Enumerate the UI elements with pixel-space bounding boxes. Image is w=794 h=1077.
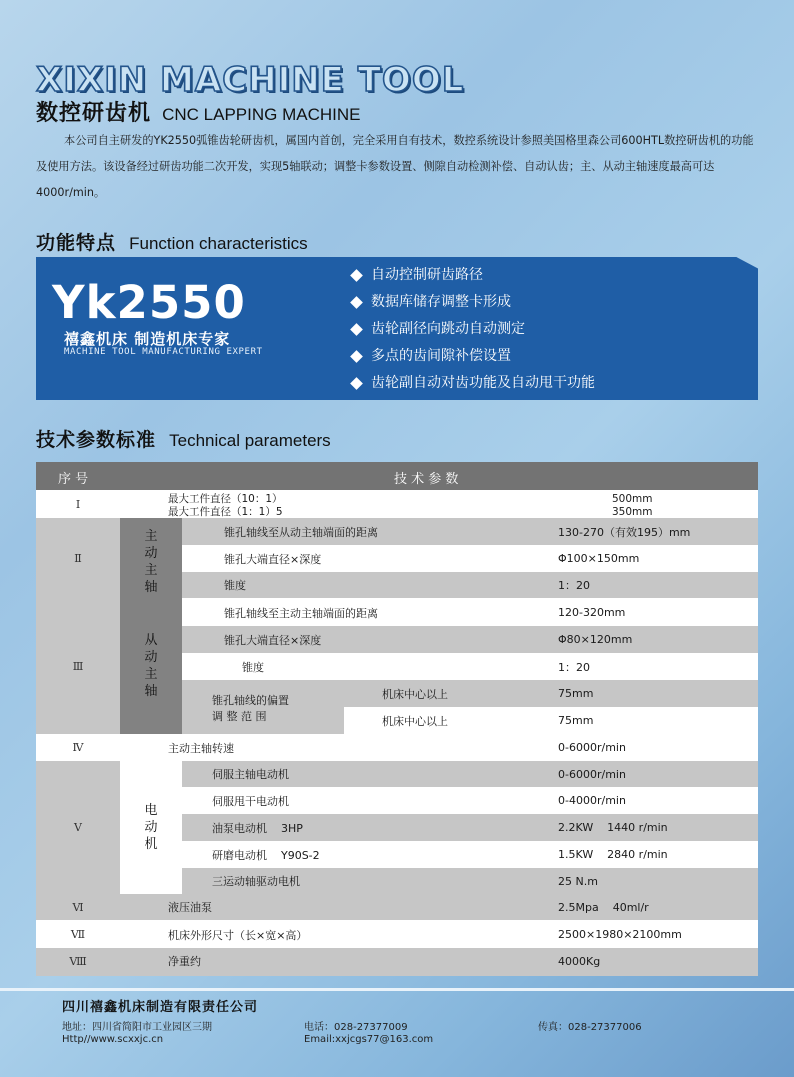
diamond-bullet-icon — [350, 323, 363, 336]
row-value: 75mm — [558, 714, 594, 727]
row-label: 锥度 — [224, 579, 246, 592]
feature-text: 齿轮副径向跳动自动测定 — [371, 321, 525, 337]
feature-list — [348, 262, 595, 397]
feature-item — [348, 289, 595, 316]
row-label: 锥孔轴线至主动主轴端面的距离 — [224, 606, 378, 620]
row-label: 最大工件直径（1：1）5 — [168, 506, 283, 518]
group-label: 电 动 机 — [144, 803, 158, 852]
group-label: 从 动 主 轴 — [144, 633, 158, 699]
row-value: 1：20 — [558, 579, 590, 592]
row-value: 0-4000r/min — [558, 794, 626, 807]
params-heading-en: Technical parameters — [169, 431, 331, 450]
row-label: 液压油泵 — [168, 901, 212, 914]
params-heading — [36, 425, 331, 452]
slogan: 禧鑫机床 制造机床专家 — [64, 330, 231, 348]
diamond-bullet-icon — [350, 296, 363, 309]
row-label: 油泵电动机 3HP — [212, 821, 303, 835]
title-en: CNC LAPPING MACHINE — [162, 105, 361, 124]
feature-text: 齿轮副自动对齿功能及自动甩干功能 — [371, 375, 595, 391]
row-value: 130-270（有效195）mm — [558, 525, 691, 539]
address: 地址：四川省简阳市工业园区三期 — [62, 1022, 212, 1033]
row-value: 0-6000r/min — [558, 741, 626, 754]
row-value: 75mm — [558, 687, 594, 700]
group-label: 主 动 主 轴 — [144, 529, 158, 595]
feature-text: 数据库储存调整卡形成 — [371, 294, 511, 310]
row-number: Ⅷ — [69, 954, 87, 968]
row-shade — [182, 572, 758, 598]
params-heading-cn: 技术参数标准 — [36, 429, 157, 451]
row-value: 0-6000r/min — [558, 767, 626, 781]
row-label: 净重约 — [168, 955, 201, 968]
row-shade — [36, 948, 758, 976]
row-value: 1：20 — [558, 660, 590, 674]
row-label: 伺服甩干电动机 — [212, 794, 289, 808]
features-heading-cn: 功能特点 — [36, 232, 117, 254]
row-value: 2.2KW 1440 r/min — [558, 821, 668, 834]
title-cn: 数控研齿机 — [36, 101, 152, 126]
row-value: 2.5Mpa 40ml/r — [558, 900, 649, 914]
slogan-en: MACHINE TOOL MANUFACTURING EXPERT — [64, 347, 263, 357]
intro-paragraph: 本公司自主研发的YK2550弧锥齿轮研齿机，属国内首创，完全采用自有技术，数控系统设计参照美国格里森公司600HTL数控研齿机的功能及使用方法。该设备经过研齿功能二次开发，实现5轴联动；调整卡参数设置、侧隙自动检测补偿、自动认齿；主、从动主轴速度最高可达4000r/min。 — [36, 134, 754, 199]
row-number: Ⅳ — [72, 741, 84, 754]
row-label: 机床中心以上 — [382, 687, 448, 701]
row-label: 锥孔轴线的偏置 — [212, 694, 289, 707]
feature-item — [348, 316, 595, 343]
row-value: 25 N.m — [558, 874, 598, 888]
row-value: 350mm — [612, 505, 653, 518]
page-title — [36, 96, 360, 127]
row-number: Ⅰ — [75, 498, 81, 511]
diamond-bullet-icon — [350, 269, 363, 282]
row-value: 120-320mm — [558, 606, 626, 619]
row-label: 伺服主轴电动机 — [212, 768, 289, 781]
feature-text: 自动控制研齿路径 — [371, 267, 483, 283]
feature-item — [348, 343, 595, 370]
row-shade — [36, 894, 758, 920]
row-number: Ⅶ — [70, 928, 86, 941]
footer-divider — [0, 988, 794, 991]
phone: 电话：028-27377009 — [304, 1022, 408, 1033]
feature-text: 多点的齿间隙补偿设置 — [371, 348, 511, 364]
row-value: 500mm — [612, 492, 653, 505]
row-value: Φ100×150mm — [558, 552, 640, 565]
row-label: 调 整 范 围 — [212, 710, 267, 723]
website-link[interactable]: Http//www.scxxjc.cn — [62, 1034, 164, 1045]
header-no: 序 号 — [58, 472, 89, 487]
features-heading-en: Function characteristics — [129, 234, 308, 253]
row-number: Ⅵ — [72, 900, 84, 914]
header-param: 技 术 参 数 — [394, 472, 459, 487]
diamond-bullet-icon — [350, 350, 363, 363]
row-number: Ⅴ — [74, 821, 82, 834]
company-name: 四川禧鑫机床制造有限责任公司 — [62, 1000, 259, 1015]
brand-logo-text: XIXIN MACHINE TOOL — [36, 60, 465, 100]
row-label: 锥孔大端直径×深度 — [224, 633, 322, 647]
diamond-bullet-icon — [350, 377, 363, 390]
email-link[interactable]: Email:xxjcgs77@163.com — [304, 1034, 434, 1045]
table-header — [36, 462, 758, 490]
row-label: 锥孔轴线至从动主轴端面的距离 — [224, 525, 378, 539]
row-value: 1.5KW 2840 r/min — [558, 848, 668, 861]
row-label: 主动主轴转速 — [168, 741, 234, 755]
row-value: Φ80×120mm — [558, 633, 633, 646]
features-heading — [36, 228, 308, 255]
row-label: 最大工件直径（10：1） — [168, 493, 283, 505]
model-name: Yk2550 — [52, 276, 246, 329]
row-label: 研磨电动机 Y90S-2 — [212, 848, 320, 862]
feature-item — [348, 262, 595, 289]
row-label: 机床中心以上 — [382, 714, 448, 728]
row-number: Ⅲ — [72, 659, 84, 673]
row-label: 锥度 — [242, 660, 264, 674]
row-value: 4000Kg — [558, 954, 601, 968]
fax: 传真：028-27377006 — [538, 1022, 642, 1033]
row-label: 锥孔大端直径×深度 — [224, 552, 322, 566]
row-number: Ⅱ — [74, 551, 82, 565]
row-label: 三运动轴驱动电机 — [212, 875, 300, 888]
row-value: 2500×1980×2100mm — [558, 928, 682, 941]
feature-item — [348, 370, 595, 397]
row-label: 机床外形尺寸（长×宽×高） — [168, 928, 308, 942]
